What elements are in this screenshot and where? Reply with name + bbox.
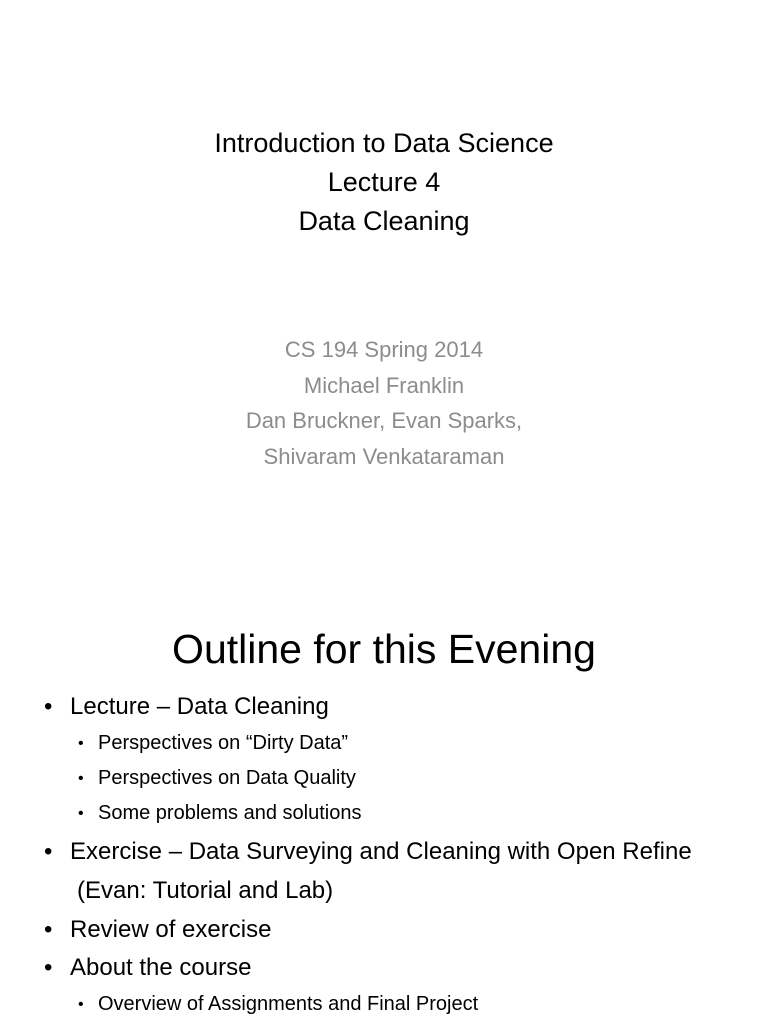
instructor: Michael Franklin [303, 372, 465, 398]
course-title: Introduction to Data Science [214, 128, 554, 158]
staff-line-2: Shivaram Venkataraman [263, 443, 505, 469]
bullet-icon: • [44, 916, 53, 943]
list-item-text: Review of exercise [70, 916, 272, 943]
bullet-icon: • [44, 693, 53, 720]
list-item-text: Lecture – Data Cleaning [70, 693, 329, 720]
list-subitem-text: Perspectives on Data Quality [98, 767, 356, 789]
list-subitem [0, 987, 768, 1022]
staff-line-1: Dan Bruckner, Evan Sparks, [245, 408, 523, 433]
bullet-icon: • [78, 805, 84, 822]
list-item-text: About the course [70, 954, 252, 981]
list-item-text: Exercise – Data Surveying and Cleaning with Open Refine [70, 838, 692, 865]
lecture-topic: Data Cleaning [298, 206, 470, 236]
outline-slide [0, 576, 768, 1024]
outline-title: Outline for this Evening [172, 626, 596, 672]
list-subitem-text: Some problems and solutions [98, 802, 362, 824]
slide-subtitle [0, 332, 768, 474]
course-term: CS 194 Spring 2014 [284, 337, 484, 362]
list-subitem [0, 796, 768, 831]
list-item [0, 949, 768, 987]
bullet-icon: • [44, 954, 53, 981]
lecture-number: Lecture 4 [327, 167, 441, 197]
list-subitem-text: Overview of Assignments and Final Project [98, 993, 479, 1015]
bullet-icon: • [78, 735, 84, 752]
list-subitem-text: Perspectives on “Dirty Data” [98, 732, 349, 754]
list-item [0, 688, 768, 726]
slide-title [0, 124, 768, 241]
list-item [0, 911, 768, 949]
bullet-icon: • [44, 838, 53, 865]
list-item-continuation: (Evan: Tutorial and Lab) [77, 877, 334, 904]
bullet-icon: • [78, 770, 84, 787]
list-subitem [0, 726, 768, 761]
outline-list [0, 688, 768, 1022]
list-item [0, 833, 768, 871]
list-subitem [0, 761, 768, 796]
bullet-icon: • [78, 996, 84, 1013]
